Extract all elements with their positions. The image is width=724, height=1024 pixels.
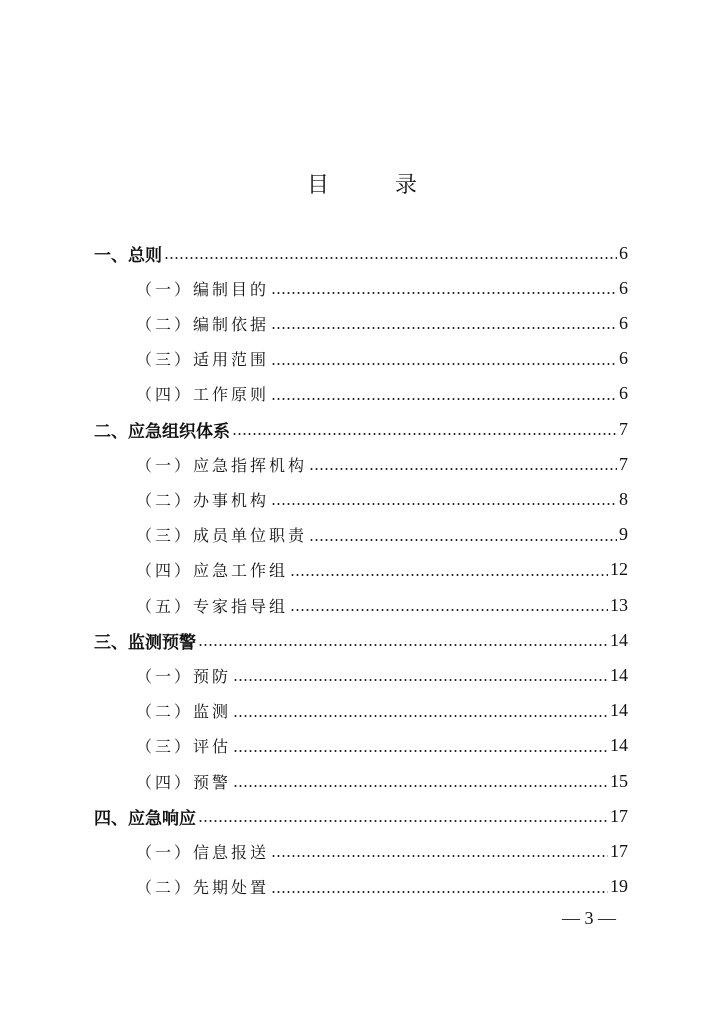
dot-leader	[271, 398, 617, 400]
toc-entry-page: 14	[610, 735, 628, 756]
toc-entry-label: （四）预警	[136, 772, 232, 792]
toc-entry-page: 7	[619, 453, 628, 474]
toc-entry[interactable]	[136, 836, 628, 866]
dot-leader	[233, 715, 608, 717]
toc-entry-label: （二）编制依据	[136, 314, 270, 334]
toc-entry-page: 6	[619, 312, 628, 333]
toc-entry[interactable]	[136, 379, 628, 409]
dot-leader	[271, 855, 608, 857]
toc-entry-page: 6	[619, 242, 628, 263]
dot-leader	[290, 574, 608, 576]
toc-entry-label: 二、应急组织体系	[94, 421, 230, 442]
toc-entry[interactable]	[136, 590, 628, 620]
toc-entry-page: 14	[610, 700, 628, 721]
toc-entry-label: （一）应急指挥机构	[136, 455, 308, 475]
toc-entry-page: 15	[610, 770, 628, 791]
toc-entry[interactable]	[136, 273, 628, 303]
dot-leader	[271, 891, 608, 893]
toc-entry[interactable]	[136, 555, 628, 585]
toc-entry-page: 17	[610, 840, 628, 861]
toc-entry[interactable]	[136, 766, 628, 796]
dot-leader	[198, 644, 608, 646]
toc-entry[interactable]	[136, 731, 628, 761]
toc-entry[interactable]	[136, 484, 628, 514]
toc-entry-page: 14	[610, 664, 628, 685]
toc-entry[interactable]	[136, 449, 628, 479]
toc-entry-label: （三）评估	[136, 737, 232, 757]
page-title: 目 录	[306, 173, 439, 198]
dot-leader	[164, 257, 617, 259]
toc-entry[interactable]	[136, 660, 628, 690]
toc-entry-label: （一）编制目的	[136, 279, 270, 299]
toc-entry-page: 6	[619, 383, 628, 404]
toc-entry-label: （三）适用范围	[136, 350, 270, 370]
toc-entry-page: 13	[610, 594, 628, 615]
toc-entry-label: （一）预防	[136, 666, 232, 686]
dot-leader	[271, 363, 617, 365]
dot-leader	[271, 292, 617, 294]
toc-entry-label: （二）先期处置	[136, 878, 270, 898]
toc-entry-label: （五）专家指导组	[136, 596, 289, 616]
toc-entry[interactable]	[94, 414, 628, 444]
dot-leader	[290, 609, 608, 611]
dot-leader	[309, 468, 617, 470]
toc-entry-label: （一）信息报送	[136, 842, 270, 862]
toc-entry-page: 6	[619, 277, 628, 298]
toc-entry-label: 四、应急响应	[94, 808, 196, 829]
toc-entry-label: （三）成员单位职责	[136, 526, 308, 546]
toc-entry-label: （二）办事机构	[136, 490, 270, 510]
page-number-footer: — 3 —	[562, 908, 616, 928]
toc-entry[interactable]	[94, 801, 628, 831]
dot-leader	[233, 750, 608, 752]
toc-entry[interactable]	[136, 344, 628, 374]
toc-entry[interactable]	[94, 238, 628, 268]
toc-entry[interactable]	[136, 872, 628, 902]
toc-entry-page: 19	[610, 876, 628, 897]
dot-leader	[309, 539, 617, 541]
toc-entry-page: 14	[610, 629, 628, 650]
dot-leader	[198, 820, 608, 822]
dot-leader	[233, 679, 608, 681]
toc-entry-page: 17	[610, 805, 628, 826]
dot-leader	[271, 503, 617, 505]
toc-entry-page: 6	[619, 348, 628, 369]
toc-entry[interactable]	[136, 520, 628, 550]
toc-entry-label: 三、监测预警	[94, 632, 196, 653]
toc-entry[interactable]	[94, 625, 628, 655]
dot-leader	[271, 327, 617, 329]
toc-entry-page: 8	[619, 488, 628, 509]
toc-entry[interactable]	[136, 696, 628, 726]
dot-leader	[232, 433, 617, 435]
dot-leader	[233, 785, 608, 787]
toc-entry-label: 一、总则	[94, 245, 162, 266]
toc-entry-page: 7	[619, 418, 628, 439]
toc-entry-label: （二）监测	[136, 702, 232, 722]
toc-entry-page: 12	[610, 559, 628, 580]
toc-entry-label: （四）工作原则	[136, 385, 270, 405]
toc-entry[interactable]	[136, 308, 628, 338]
toc-entry-label: （四）应急工作组	[136, 561, 289, 581]
toc-entry-page: 9	[619, 524, 628, 545]
